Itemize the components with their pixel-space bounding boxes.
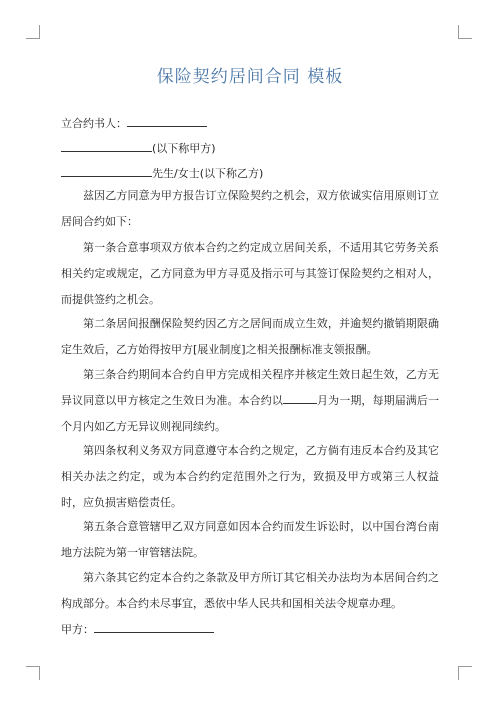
article-3-paragraph bbox=[61, 362, 439, 440]
party-a-signature-blank bbox=[94, 621, 214, 633]
crop-mark-bottom-left bbox=[26, 666, 40, 680]
article-3-text-part2: 月为一期，每期届满后一个月内如乙方无异议则视同续约。 bbox=[61, 394, 440, 433]
signatory-line bbox=[61, 115, 207, 131]
article-5-paragraph: 第五条合意管辖甲乙双方同意如因本合约而发生诉讼时，以中国台湾台南地方法院为第一审管辖法院。 bbox=[61, 520, 439, 559]
term-months-blank bbox=[283, 391, 317, 404]
crop-mark-bottom-right bbox=[458, 666, 472, 680]
article-3-text-part1: 第三条合约期间本合约自甲方完成相关程序并核定生效日起生效，乙方无异议同意以甲方核定之生效日为准。本合约以 bbox=[61, 368, 439, 407]
article-1-paragraph: 第一条合意事项双方依本合约之约定成立居间关系，不适用其它劳务关系相关约定或规定，乙方同意为甲方寻觅及指示可与其签订保险契约之相对人，而提供签约之机会。 bbox=[61, 241, 439, 306]
party-b-blank bbox=[61, 165, 152, 177]
intro-paragraph: 兹因乙方同意为甲方报告订立保险契约之机会，双方依诚实信用原则订立居间合约如下： bbox=[61, 189, 439, 228]
party-b-suffix: 先生/女士(以下称乙方) bbox=[152, 167, 264, 180]
article-6-paragraph: 第六条其它约定本合约之条款及甲方所订其它相关办法均为本居间合约之构成部分。本合约未尽事宜，悉依中华人民共和国相关法令规章办理。 bbox=[61, 571, 439, 610]
article-2-paragraph: 第二条居间报酬保险契约因乙方之居间而成立生效，并逾契约撤销期限确定生效后，乙方始得按甲方[展业制度]之相关报酬标准支领报酬。 bbox=[61, 317, 439, 356]
signatory-blank bbox=[127, 115, 207, 127]
document-title: 保险契约居间合同 模板 bbox=[156, 67, 344, 87]
article-4-paragraph: 第四条权利义务双方同意遵守本合约之规定，乙方倘有违反本合约及其它相关办法之约定，或为本合约约定范围外之行为，致损及甲方或第三人权益时，应负损害赔偿责任。 bbox=[61, 444, 439, 509]
party-b-line bbox=[61, 165, 263, 181]
party-a-signature-line bbox=[61, 621, 214, 637]
crop-mark-top-right bbox=[458, 25, 472, 39]
party-a-line bbox=[61, 140, 216, 156]
party-a-blank bbox=[61, 140, 152, 152]
signatory-label: 立合约书人： bbox=[61, 117, 127, 130]
party-a-suffix: (以下称甲方) bbox=[152, 142, 216, 155]
party-a-sign-label: 甲方： bbox=[61, 623, 94, 636]
crop-mark-top-left bbox=[26, 25, 40, 39]
